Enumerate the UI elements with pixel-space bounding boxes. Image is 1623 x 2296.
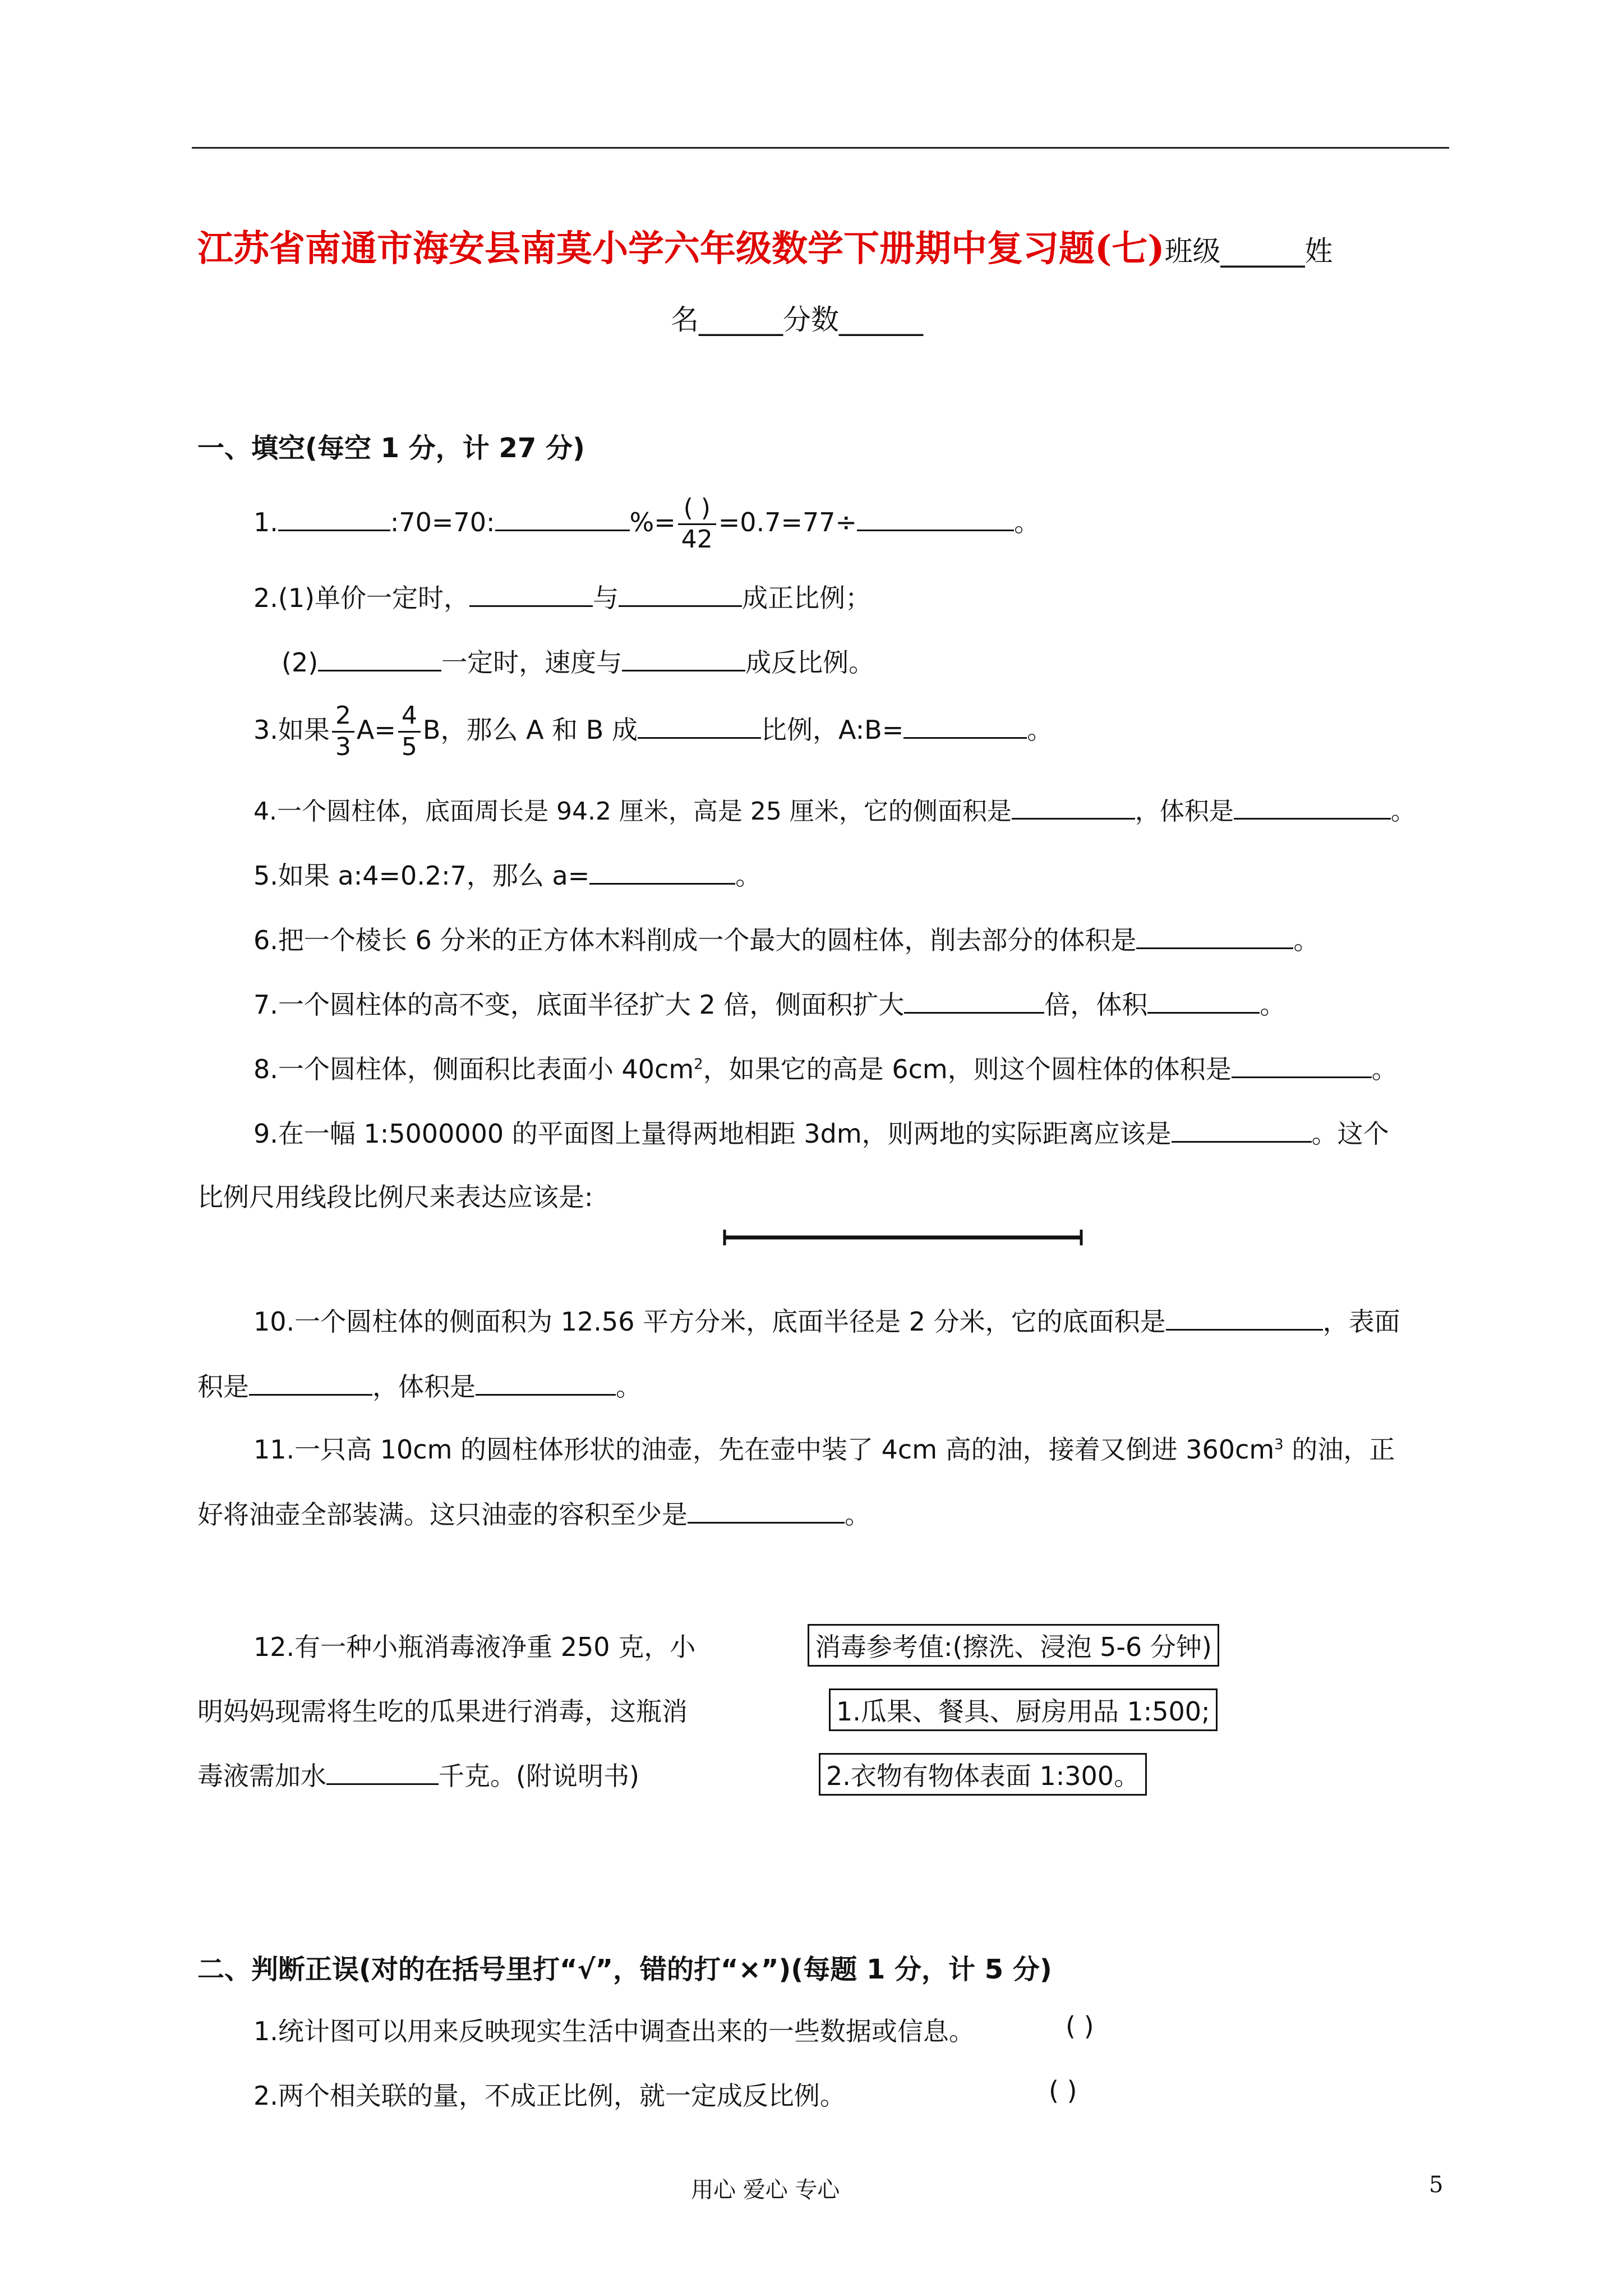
- answer-blank[interactable]: [622, 644, 745, 671]
- question-1: 1. :70=70: %= $\frac{( )}{42}$ =0.7=77÷ 。: [253, 494, 1040, 554]
- question-3: 3.如果 $\frac{2}{3}$ A= $\frac{4}{5}$ B，那么 A 和 B 成 比例，A:B= 。: [253, 701, 1053, 761]
- title-main: 江苏省南通市海安县南莫小学六年级数学下册期中复习题(七): [197, 228, 1165, 270]
- class-label: 班级______姓: [1164, 235, 1333, 268]
- answer-blank[interactable]: [1232, 1051, 1372, 1078]
- question-10: 10.一个圆柱体的侧面积为 12.56 平方分米，底面半径是 2 分米，它的底面积是 ，表面: [253, 1301, 1400, 1338]
- section1-heading: 一、填空(每空 1 分，计 27 分): [197, 432, 585, 464]
- instruction-box-item1: 1.瓜果、餐具、厨房用品 1:500;: [829, 1688, 1218, 1731]
- question-11: 11.一只高 10cm 的圆柱体形状的油壶，先在壶中装了 4cm 高的油，接着又倒进 $360cm^3$ 的油，正: [253, 1434, 1395, 1465]
- answer-blank[interactable]: [469, 579, 593, 607]
- answer-blank[interactable]: [1012, 792, 1135, 820]
- fraction: $\frac{2}{3}$: [332, 701, 354, 762]
- question-7: 7.一个圆柱体的高不变，底面半径扩大 2 倍，侧面积扩大 倍，体积 。: [253, 984, 1285, 1022]
- answer-blank[interactable]: [1147, 986, 1260, 1014]
- answer-blank[interactable]: [619, 579, 742, 607]
- answer-blank[interactable]: [249, 1368, 372, 1396]
- answer-blank[interactable]: [1172, 1115, 1312, 1143]
- question-9-line2: 比例尺用线段比例尺来表达应该是:: [197, 1182, 593, 1212]
- line-scale-bar: [718, 1226, 1088, 1249]
- answer-blank[interactable]: [857, 504, 1014, 531]
- instruction-box-header: 消毒参考值:(擦洗、浸泡 5-6 分钟): [808, 1624, 1219, 1667]
- fraction: $\frac{( )}{42}$: [678, 494, 716, 555]
- instruction-box-item2: 2.衣物有物体表面 1:300。: [819, 1753, 1147, 1796]
- judge-question-2: 2.两个相关联的量，不成正比例，就一定成反比例。: [253, 2081, 846, 2111]
- page-number: 5: [1429, 2172, 1444, 2198]
- question-12-line2: 明妈妈现需将生吃的瓜果进行消毒，这瓶消: [197, 1696, 688, 1727]
- section2-heading: 二、判断正误(对的在括号里打“√”，错的打“×”)(每题 1 分，计 5 分): [197, 1954, 1052, 1985]
- answer-blank[interactable]: [903, 711, 1027, 739]
- header-rule: [192, 147, 1449, 149]
- question-4: 4.一个圆柱体，底面周长是 94.2 厘米，高是 25 厘米，它的侧面积是 ，体积是 。: [253, 791, 1415, 827]
- name-score-line: 名______分数______: [671, 303, 923, 336]
- question-6: 6.把一个棱长 6 分米的正方体木料削成一个最大的圆柱体，削去部分的体积是 。: [253, 920, 1319, 957]
- question-8: 8.一个圆柱体，侧面积比表面小 $40cm^2$，如果它的高是 6cm，则这个圆柱体的体积是 。: [253, 1049, 1398, 1086]
- judge-answer-paren-2[interactable]: ( ): [1049, 2076, 1077, 2106]
- judge-question-1: 1.统计图可以用来反映现实生活中调查出来的一些数据或信息。: [253, 2016, 975, 2046]
- question-2-part1: 2.(1)单价一定时， 与 成正比例；: [253, 578, 871, 615]
- fraction: $\frac{4}{5}$: [398, 701, 421, 762]
- judge-answer-paren-1[interactable]: ( ): [1066, 2011, 1094, 2041]
- question-12-line1: 12.有一种小瓶消毒液净重 250 克，小: [253, 1632, 696, 1662]
- question-12-line3: 毒液需加水 千克。(附说明书): [197, 1756, 639, 1793]
- question-9: 9.在一幅 1:5000000 的平面图上量得两地相距 3dm，则两地的实际距离应该是 。这个: [253, 1114, 1389, 1151]
- answer-blank[interactable]: [1234, 792, 1391, 820]
- answer-blank[interactable]: [688, 1496, 845, 1524]
- answer-blank[interactable]: [1166, 1303, 1323, 1331]
- answer-blank[interactable]: [278, 504, 390, 531]
- question-10-line2: 积是 ，体积是 。: [197, 1366, 642, 1404]
- answer-blank[interactable]: [904, 986, 1044, 1014]
- answer-blank[interactable]: [495, 504, 630, 531]
- answer-blank[interactable]: [1136, 922, 1293, 949]
- document-title: [197, 220, 1333, 272]
- answer-blank[interactable]: [326, 1757, 439, 1785]
- footer-motto: 用心 爱心 专心: [691, 2177, 840, 2203]
- question-2-part2: (2) 一定时，速度与 成反比例。: [282, 642, 874, 679]
- answer-blank[interactable]: [638, 711, 761, 739]
- answer-blank[interactable]: [318, 644, 441, 671]
- answer-blank[interactable]: [589, 857, 735, 885]
- question-5: 5.如果 a:4=0.2:7，那么 a= 。: [253, 855, 761, 892]
- answer-blank[interactable]: [476, 1368, 616, 1396]
- question-11-line2: 好将油壶全部装满。这只油壶的容积至少是 。: [197, 1494, 870, 1531]
